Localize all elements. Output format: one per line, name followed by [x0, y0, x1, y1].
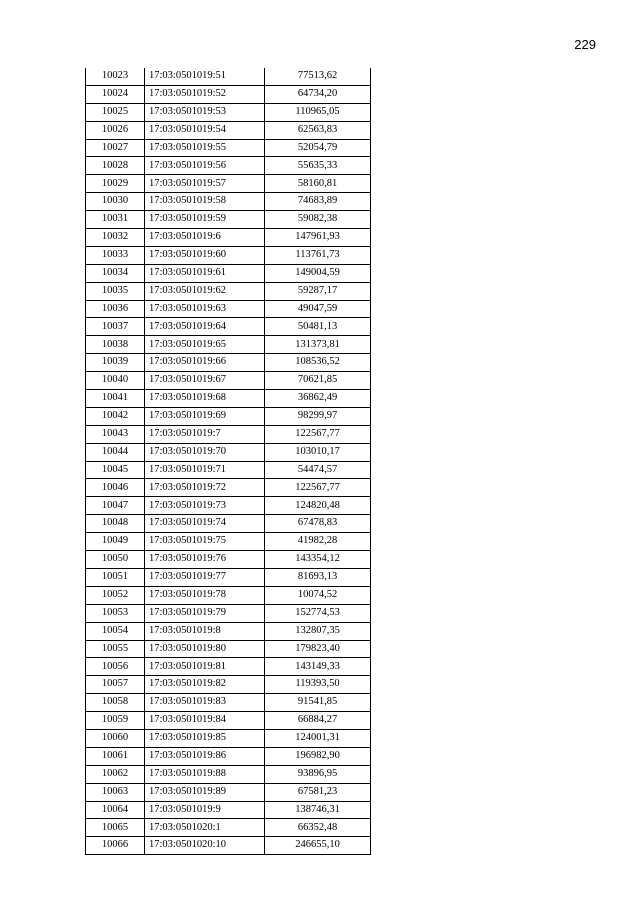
row-number-cell: 10038 — [86, 336, 145, 354]
value-cell: 138746,31 — [265, 801, 371, 819]
value-cell: 147961,93 — [265, 229, 371, 247]
row-number-cell: 10030 — [86, 193, 145, 211]
value-cell: 124820,48 — [265, 497, 371, 515]
value-cell: 54474,57 — [265, 461, 371, 479]
cadastral-number-cell: 17:03:0501019:9 — [145, 801, 265, 819]
row-number-cell: 10049 — [86, 533, 145, 551]
table-row — [86, 282, 371, 300]
table-row — [86, 515, 371, 533]
table-row — [86, 318, 371, 336]
value-cell: 41982,28 — [265, 533, 371, 551]
value-cell: 10074,52 — [265, 586, 371, 604]
value-cell: 50481,13 — [265, 318, 371, 336]
value-cell: 124001,31 — [265, 729, 371, 747]
table-row — [86, 783, 371, 801]
value-cell: 103010,17 — [265, 443, 371, 461]
row-number-cell: 10046 — [86, 479, 145, 497]
cadastral-number-cell: 17:03:0501019:83 — [145, 694, 265, 712]
value-cell: 59082,38 — [265, 211, 371, 229]
row-number-cell: 10053 — [86, 604, 145, 622]
table-row — [86, 229, 371, 247]
row-number-cell: 10045 — [86, 461, 145, 479]
row-number-cell: 10065 — [86, 819, 145, 837]
table-row — [86, 640, 371, 658]
table-row — [86, 300, 371, 318]
row-number-cell: 10044 — [86, 443, 145, 461]
row-number-cell: 10036 — [86, 300, 145, 318]
cadastral-number-cell: 17:03:0501019:72 — [145, 479, 265, 497]
cadastral-number-cell: 17:03:0501019:58 — [145, 193, 265, 211]
row-number-cell: 10024 — [86, 85, 145, 103]
row-number-cell: 10040 — [86, 372, 145, 390]
table-row — [86, 443, 371, 461]
cadastral-number-cell: 17:03:0501020:1 — [145, 819, 265, 837]
value-cell: 67478,83 — [265, 515, 371, 533]
cadastral-number-cell: 17:03:0501019:71 — [145, 461, 265, 479]
table-row — [86, 336, 371, 354]
row-number-cell: 10054 — [86, 622, 145, 640]
cadastral-number-cell: 17:03:0501019:56 — [145, 157, 265, 175]
table-row — [86, 729, 371, 747]
row-number-cell: 10055 — [86, 640, 145, 658]
cadastral-number-cell: 17:03:0501019:65 — [145, 336, 265, 354]
table-row — [86, 658, 371, 676]
cadastral-number-cell: 17:03:0501019:67 — [145, 372, 265, 390]
table-row — [86, 85, 371, 103]
value-cell: 58160,81 — [265, 175, 371, 193]
table-row — [86, 497, 371, 515]
cadastral-number-cell: 17:03:0501019:79 — [145, 604, 265, 622]
cadastral-number-cell: 17:03:0501019:57 — [145, 175, 265, 193]
cadastral-number-cell: 17:03:0501019:7 — [145, 425, 265, 443]
value-cell: 108536,52 — [265, 354, 371, 372]
cadastral-number-cell: 17:03:0501019:69 — [145, 407, 265, 425]
table-row — [86, 425, 371, 443]
row-number-cell: 10027 — [86, 139, 145, 157]
table-row — [86, 121, 371, 139]
value-cell: 36862,49 — [265, 390, 371, 408]
table-row — [86, 604, 371, 622]
row-number-cell: 10034 — [86, 264, 145, 282]
value-cell: 113761,73 — [265, 246, 371, 264]
row-number-cell: 10057 — [86, 676, 145, 694]
row-number-cell: 10025 — [86, 103, 145, 121]
cadastral-number-cell: 17:03:0501019:54 — [145, 121, 265, 139]
row-number-cell: 10062 — [86, 765, 145, 783]
table-row — [86, 390, 371, 408]
value-cell: 152774,53 — [265, 604, 371, 622]
value-cell: 64734,20 — [265, 85, 371, 103]
value-cell: 132807,35 — [265, 622, 371, 640]
cadastral-number-cell: 17:03:0501019:60 — [145, 246, 265, 264]
row-number-cell: 10048 — [86, 515, 145, 533]
data-table — [85, 68, 371, 855]
table-row — [86, 622, 371, 640]
cadastral-number-cell: 17:03:0501020:10 — [145, 837, 265, 855]
value-cell: 122567,77 — [265, 425, 371, 443]
value-cell: 149004,59 — [265, 264, 371, 282]
row-number-cell: 10031 — [86, 211, 145, 229]
value-cell: 196982,90 — [265, 747, 371, 765]
table-row — [86, 801, 371, 819]
table-row — [86, 479, 371, 497]
table-row — [86, 461, 371, 479]
table-row — [86, 68, 371, 85]
cadastral-number-cell: 17:03:0501019:55 — [145, 139, 265, 157]
value-cell: 131373,81 — [265, 336, 371, 354]
cadastral-number-cell: 17:03:0501019:61 — [145, 264, 265, 282]
cadastral-number-cell: 17:03:0501019:76 — [145, 551, 265, 569]
table-row — [86, 407, 371, 425]
row-number-cell: 10026 — [86, 121, 145, 139]
value-cell: 179823,40 — [265, 640, 371, 658]
cadastral-number-cell: 17:03:0501019:68 — [145, 390, 265, 408]
cadastral-number-cell: 17:03:0501019:81 — [145, 658, 265, 676]
table-row — [86, 211, 371, 229]
cadastral-number-cell: 17:03:0501019:84 — [145, 712, 265, 730]
cadastral-number-cell: 17:03:0501019:62 — [145, 282, 265, 300]
row-number-cell: 10058 — [86, 694, 145, 712]
table-row — [86, 157, 371, 175]
table-row — [86, 676, 371, 694]
cadastral-number-cell: 17:03:0501019:8 — [145, 622, 265, 640]
table-row — [86, 765, 371, 783]
table-row — [86, 837, 371, 855]
value-cell: 74683,89 — [265, 193, 371, 211]
row-number-cell: 10029 — [86, 175, 145, 193]
value-cell: 62563,83 — [265, 121, 371, 139]
cadastral-number-cell: 17:03:0501019:59 — [145, 211, 265, 229]
cadastral-number-cell: 17:03:0501019:74 — [145, 515, 265, 533]
row-number-cell: 10059 — [86, 712, 145, 730]
row-number-cell: 10028 — [86, 157, 145, 175]
cadastral-number-cell: 17:03:0501019:80 — [145, 640, 265, 658]
value-cell: 70621,85 — [265, 372, 371, 390]
table-row — [86, 103, 371, 121]
cadastral-number-cell: 17:03:0501019:85 — [145, 729, 265, 747]
row-number-cell: 10056 — [86, 658, 145, 676]
cadastral-number-cell: 17:03:0501019:6 — [145, 229, 265, 247]
value-cell: 77513,62 — [265, 68, 371, 85]
value-cell: 66884,27 — [265, 712, 371, 730]
cadastral-number-cell: 17:03:0501019:89 — [145, 783, 265, 801]
page-number: 229 — [574, 37, 596, 52]
row-number-cell: 10042 — [86, 407, 145, 425]
row-number-cell: 10037 — [86, 318, 145, 336]
row-number-cell: 10033 — [86, 246, 145, 264]
row-number-cell: 10035 — [86, 282, 145, 300]
value-cell: 49047,59 — [265, 300, 371, 318]
cadastral-number-cell: 17:03:0501019:70 — [145, 443, 265, 461]
table-row — [86, 264, 371, 282]
value-cell: 246655,10 — [265, 837, 371, 855]
row-number-cell: 10064 — [86, 801, 145, 819]
value-cell: 81693,13 — [265, 568, 371, 586]
cadastral-number-cell: 17:03:0501019:66 — [145, 354, 265, 372]
cadastral-number-cell: 17:03:0501019:53 — [145, 103, 265, 121]
value-cell: 52054,79 — [265, 139, 371, 157]
value-cell: 143354,12 — [265, 551, 371, 569]
row-number-cell: 10041 — [86, 390, 145, 408]
table-row — [86, 193, 371, 211]
value-cell: 110965,05 — [265, 103, 371, 121]
cadastral-number-cell: 17:03:0501019:88 — [145, 765, 265, 783]
row-number-cell: 10060 — [86, 729, 145, 747]
table-row — [86, 819, 371, 837]
table-row — [86, 139, 371, 157]
table-row — [86, 533, 371, 551]
cadastral-number-cell: 17:03:0501019:52 — [145, 85, 265, 103]
table-row — [86, 694, 371, 712]
row-number-cell: 10061 — [86, 747, 145, 765]
row-number-cell: 10039 — [86, 354, 145, 372]
row-number-cell: 10063 — [86, 783, 145, 801]
data-table-container — [85, 68, 371, 855]
cadastral-number-cell: 17:03:0501019:82 — [145, 676, 265, 694]
table-row — [86, 372, 371, 390]
value-cell: 67581,23 — [265, 783, 371, 801]
row-number-cell: 10066 — [86, 837, 145, 855]
value-cell: 55635,33 — [265, 157, 371, 175]
table-row — [86, 568, 371, 586]
cadastral-number-cell: 17:03:0501019:86 — [145, 747, 265, 765]
row-number-cell: 10032 — [86, 229, 145, 247]
row-number-cell: 10050 — [86, 551, 145, 569]
table-row — [86, 747, 371, 765]
row-number-cell: 10051 — [86, 568, 145, 586]
value-cell: 66352,48 — [265, 819, 371, 837]
table-row — [86, 712, 371, 730]
table-row — [86, 246, 371, 264]
cadastral-number-cell: 17:03:0501019:78 — [145, 586, 265, 604]
table-row — [86, 354, 371, 372]
table-row — [86, 175, 371, 193]
value-cell: 119393,50 — [265, 676, 371, 694]
table-row — [86, 586, 371, 604]
row-number-cell: 10047 — [86, 497, 145, 515]
cadastral-number-cell: 17:03:0501019:73 — [145, 497, 265, 515]
row-number-cell: 10043 — [86, 425, 145, 443]
row-number-cell: 10052 — [86, 586, 145, 604]
value-cell: 143149,33 — [265, 658, 371, 676]
cadastral-number-cell: 17:03:0501019:51 — [145, 68, 265, 85]
cadastral-number-cell: 17:03:0501019:77 — [145, 568, 265, 586]
value-cell: 91541,85 — [265, 694, 371, 712]
value-cell: 98299,97 — [265, 407, 371, 425]
value-cell: 93896,95 — [265, 765, 371, 783]
cadastral-number-cell: 17:03:0501019:64 — [145, 318, 265, 336]
table-body — [86, 68, 371, 855]
cadastral-number-cell: 17:03:0501019:75 — [145, 533, 265, 551]
value-cell: 59287,17 — [265, 282, 371, 300]
value-cell: 122567,77 — [265, 479, 371, 497]
table-row — [86, 551, 371, 569]
row-number-cell: 10023 — [86, 68, 145, 85]
cadastral-number-cell: 17:03:0501019:63 — [145, 300, 265, 318]
